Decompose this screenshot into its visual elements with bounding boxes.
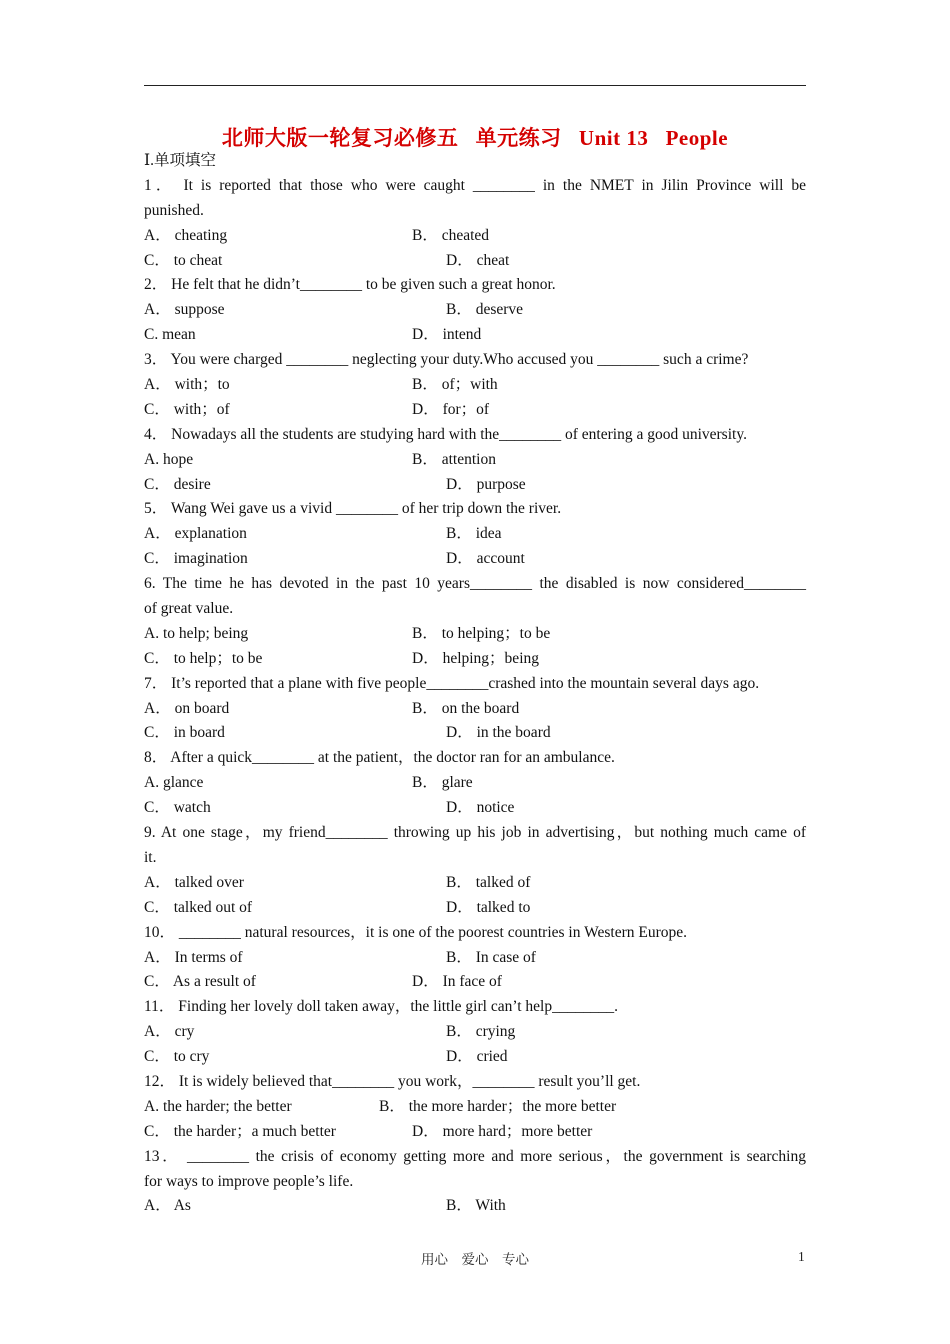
option-row <box>144 323 806 348</box>
question-stem: 4． Nowadays all the students are studying hard with the________ of entering a good university. <box>144 425 747 443</box>
option-row <box>144 871 806 896</box>
option-row <box>144 796 806 821</box>
option-row <box>144 373 806 398</box>
page-footer: 用心 爱心 专心 <box>421 1252 529 1267</box>
question-stem: punished. <box>144 201 204 219</box>
answer-option: B． on the board <box>412 699 520 717</box>
answer-option: C． talked out of <box>144 898 253 916</box>
answer-option: D． cheat <box>446 251 510 269</box>
option-row <box>144 224 806 249</box>
answer-option: D． intend <box>412 326 482 344</box>
option-row <box>144 522 806 547</box>
answer-option: A． cheating <box>144 226 228 244</box>
answer-option: D． helping；being <box>412 649 539 667</box>
answer-option: D． for；of <box>412 400 490 418</box>
answer-option: C． to cry <box>144 1048 210 1066</box>
answer-option: C． to help；to be <box>144 649 263 667</box>
answer-option: B． cheated <box>412 226 490 244</box>
answer-option: A． with；to <box>144 376 230 394</box>
document-body <box>144 149 806 1219</box>
question-item <box>144 821 806 921</box>
answer-option: A. the harder; the better <box>144 1097 292 1115</box>
option-row <box>144 398 806 423</box>
question-item <box>144 995 806 1070</box>
answer-option: A． explanation <box>144 525 247 543</box>
option-row <box>144 946 806 971</box>
question-stem: 9. At one stage，my friend________ throwing up his job in advertising，but nothing much came of <box>144 824 806 842</box>
answer-option: A． As <box>144 1197 191 1215</box>
answer-option: C． the harder；a much better <box>144 1122 336 1140</box>
answer-option: C． in board <box>144 724 225 742</box>
option-row <box>144 473 806 498</box>
answer-option: C． watch <box>144 799 211 817</box>
page-title: 北师大版一轮复习必修五 单元练习 Unit 13 People <box>221 126 729 150</box>
question-stem: 5． Wang Wei gave us a vivid ________ of her trip down the river. <box>144 500 562 518</box>
question-stem: 7． It’s reported that a plane with five people________crashed into the mountain several days ago. <box>144 674 760 692</box>
answer-option: C． As a result of <box>144 973 256 991</box>
question-item <box>144 1070 806 1145</box>
option-row <box>144 448 806 473</box>
answer-option: D． talked to <box>446 898 531 916</box>
answer-option: A． cry <box>144 1023 195 1041</box>
option-row <box>144 721 806 746</box>
question-item <box>144 174 806 274</box>
option-row <box>144 1045 806 1070</box>
option-row <box>144 1095 806 1120</box>
question-stem: 8． After a quick________ at the patient，the doctor ran for an ambulance. <box>144 749 615 767</box>
question-stem: it. <box>144 848 157 866</box>
answer-option: B． In case of <box>446 948 536 966</box>
option-row <box>144 771 806 796</box>
answer-option: D． In face of <box>412 973 502 991</box>
question-stem: 2． He felt that he didn’t________ to be given such a great honor. <box>144 276 556 294</box>
answer-option: C. mean <box>144 326 196 344</box>
question-item <box>144 921 806 996</box>
option-row <box>144 1120 806 1145</box>
answer-option: D． account <box>446 550 525 568</box>
option-row <box>144 647 806 672</box>
answer-option: A. hope <box>144 450 194 468</box>
answer-option: D． more hard；more better <box>412 1122 593 1140</box>
question-list <box>144 174 806 1219</box>
answer-option: D． cried <box>446 1048 508 1066</box>
answer-option: A. to help; being <box>144 624 249 642</box>
answer-option: C． with；of <box>144 400 230 418</box>
question-stem: 3． You were charged ________ neglecting your duty.Who accused you ________ such a crime? <box>144 351 749 369</box>
answer-option: B． idea <box>446 525 502 543</box>
answer-option: A． In terms of <box>144 948 243 966</box>
question-item <box>144 273 806 348</box>
section-heading: Ⅰ.单项填空 <box>144 152 216 169</box>
answer-option: B． talked of <box>446 873 531 891</box>
question-stem: 11． Finding her lovely doll taken away，the little girl can’t help________. <box>144 998 618 1016</box>
option-row <box>144 970 806 995</box>
answer-option: C． desire <box>144 475 211 493</box>
question-item <box>144 1145 806 1220</box>
question-stem: 10． ________ natural resources，it is one of the poorest countries in Western Europe. <box>144 923 687 941</box>
answer-option: B． of；with <box>412 376 498 394</box>
answer-option: B． to helping；to be <box>412 624 551 642</box>
question-item <box>144 746 806 821</box>
question-item <box>144 572 806 672</box>
answer-option: A． talked over <box>144 873 244 891</box>
page-number: 1 <box>798 1249 805 1264</box>
answer-option: B． attention <box>412 450 496 468</box>
option-row <box>144 896 806 921</box>
question-stem: 13． ________ the crisis of economy getting more and more serious，the government is searching <box>144 1147 806 1165</box>
answer-option: B． deserve <box>446 301 524 319</box>
answer-option: B． crying <box>446 1023 516 1041</box>
option-row <box>144 622 806 647</box>
option-row <box>144 697 806 722</box>
question-item <box>144 348 806 423</box>
question-stem: for ways to improve people’s life. <box>144 1172 354 1190</box>
answer-option: C． imagination <box>144 550 248 568</box>
answer-option: A． suppose <box>144 301 225 319</box>
answer-option: B． glare <box>412 774 473 792</box>
answer-option: A． on board <box>144 699 230 717</box>
question-stem: 6. The time he has devoted in the past 10 years________ the disabled is now considered________ <box>144 575 806 593</box>
answer-option: C． to cheat <box>144 251 223 269</box>
question-stem: 12． It is widely believed that________ you work，________ result you’ll get. <box>144 1072 641 1090</box>
option-row <box>144 547 806 572</box>
option-row <box>144 1020 806 1045</box>
answer-option: D． purpose <box>446 475 526 493</box>
question-item <box>144 497 806 572</box>
answer-option: B． the more harder；the more better <box>379 1097 617 1115</box>
option-row <box>144 249 806 274</box>
header-rule <box>144 85 806 86</box>
question-stem: of great value. <box>144 600 234 618</box>
answer-option: D． in the board <box>446 724 551 742</box>
answer-option: D． notice <box>446 799 515 817</box>
question-item <box>144 423 806 498</box>
option-row <box>144 298 806 323</box>
option-row <box>144 1194 806 1219</box>
answer-option: A. glance <box>144 774 204 792</box>
answer-option: B． With <box>446 1197 506 1215</box>
question-item <box>144 672 806 747</box>
question-stem: 1． It is reported that those who were caught ________ in the NMET in Jilin Province will be <box>144 176 806 194</box>
